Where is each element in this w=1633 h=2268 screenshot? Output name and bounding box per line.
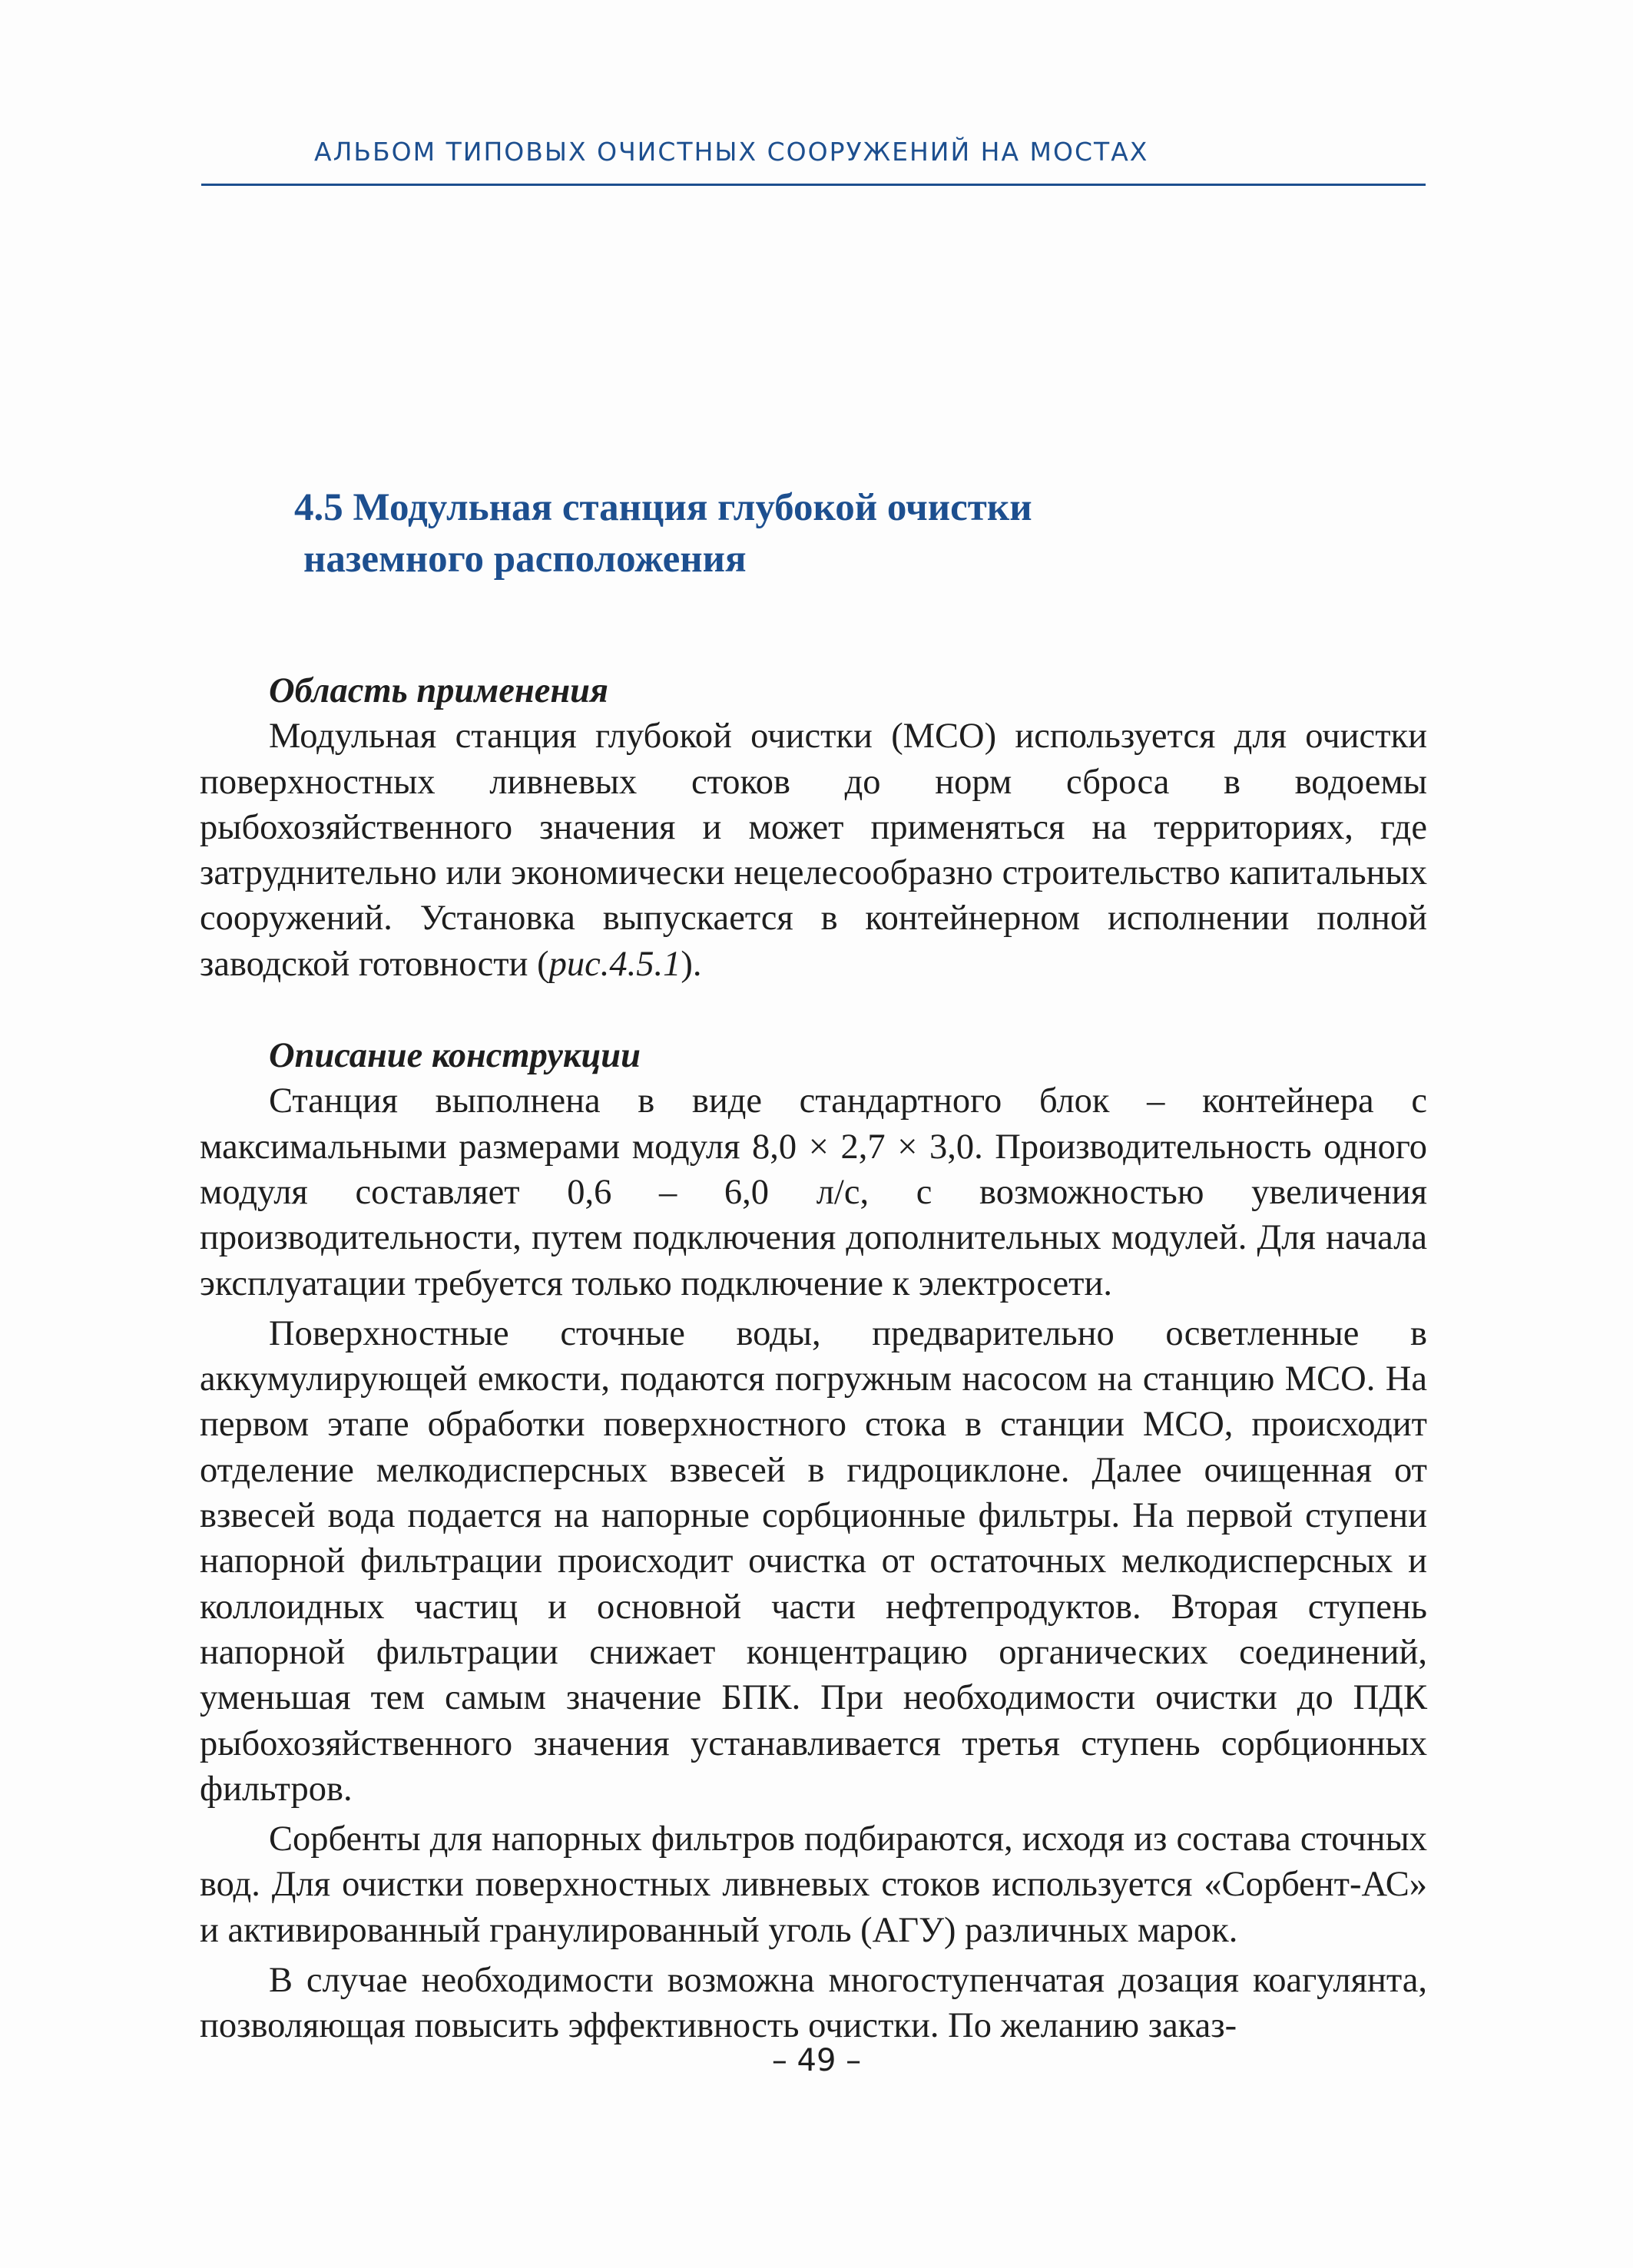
page-number: – 49 –: [771, 2043, 862, 2078]
design-heading: Описание конструкции: [269, 1036, 641, 1076]
running-header: АЛЬБОМ ТИПОВЫХ ОЧИСТНЫХ СООРУЖЕНИЙ НА МОСТАХ: [314, 137, 1149, 167]
section-title-line1: 4.5 Модульная станция глубокой очистки: [294, 486, 1032, 529]
design-paragraph-1: Станция выполнена в виде стандартного блок – контейнера с максимальными размерами модуля 8,0 × 2,7 × 3,0. Производительность одного модуля составляет 0,6 – 6,0 л/с, с возможностью увеличения производительности, путем подключения дополнительных модулей. Для начала эксплуатации требуется только подключение к электросети.: [200, 1081, 1427, 1303]
design-paragraph-2: Поверхностные сточные воды, предварительно осветленные в аккумулирующей емкости, подаются погружным насосом на станцию МСО. На первом этапе обработки поверхностного стока в станции МСО, происходит отделение мелкодисперсных взвесей в гидроциклоне. Далее очищенная от взвесей вода подается на напорные сорбционные фильтры. На первой ступени напорной фильтрации происходит очистка от остаточных мелкодисперсных и коллоидных частиц и основной части нефтепродуктов. Вторая ступень напорной фильтрации снижает концентрацию органических соединений, уменьшая тем самым значение БПК. При необходимости очистки до ПДК рыбохозяйственного значения устанавливается третья ступень сорбционных фильтров.: [200, 1313, 1427, 1809]
application-text-end: ).: [681, 944, 702, 984]
design-paragraph-4: В случае необходимости возможна многоступенчатая дозация коагулянта, позволяющая повысить эффективность очистки. По желанию заказ-: [200, 1961, 1427, 2046]
section-title-line2: наземного расположения: [303, 538, 747, 581]
design-paragraph-3: Сорбенты для напорных фильтров подбираются, исходя из состава сточных вод. Для очистки поверхностных ливневых стоков используется «Сорбент-АС» и активированный гранулированный уголь (АГУ) различных марок.: [200, 1819, 1427, 1950]
header-rule: [201, 184, 1426, 186]
application-text: Модульная станция глубокой очистки (МСО) используется для очистки поверхностных ливневых стоков до норм сброса в водоемы рыбохозяйственного значения и может применяться на территориях, где затруднительно или экономически нецелесообразно строительство капитальных сооружений. Установка выпускается в контейнерном исполнении полной заводской готовности (: [200, 717, 1427, 984]
section-gap: [200, 987, 1427, 1033]
figure-reference: рис.4.5.1: [548, 944, 681, 984]
application-heading: Область применения: [269, 671, 608, 710]
body-text: [200, 668, 1427, 2049]
application-paragraph: [200, 714, 1427, 987]
section-title: [294, 482, 1032, 585]
